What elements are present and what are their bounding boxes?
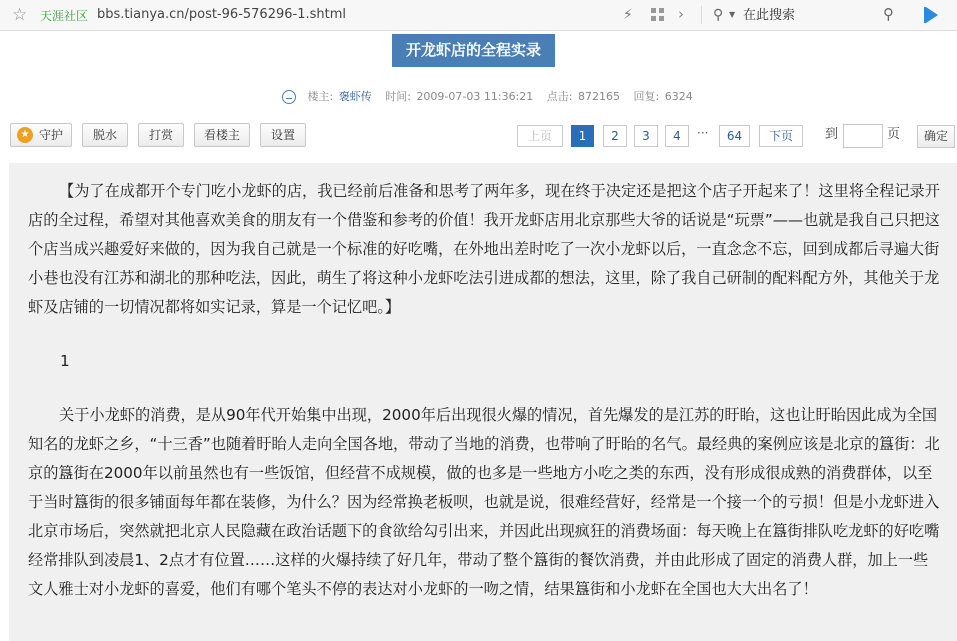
click-count: 872165 [577, 90, 620, 103]
shield-icon: ★ [17, 127, 33, 143]
prev-page-button[interactable]: 上页 [517, 125, 563, 147]
replies-label: 回复: [633, 90, 660, 103]
page-unit-label: 页 [887, 127, 901, 142]
page-2[interactable]: 2 [603, 125, 627, 147]
author-label: 楼主: [307, 90, 334, 103]
page-3[interactable]: 3 [634, 125, 658, 147]
author-link[interactable]: 褒虾传 [338, 90, 372, 103]
reply-count: 6324 [664, 90, 693, 103]
lightning-icon[interactable]: ⚡ [623, 7, 633, 23]
url-text[interactable]: bbs.tianya.cn/post-96-576296-1.shtml [97, 7, 346, 22]
guard-button[interactable] [10, 123, 72, 147]
bookmark-star-icon[interactable]: ☆ [12, 5, 28, 25]
divider [701, 6, 702, 24]
dehydrate-button[interactable]: 脱水 [82, 123, 128, 147]
goto-label: 到 [825, 127, 839, 142]
next-page-button[interactable]: 下页 [759, 125, 803, 147]
page-4[interactable]: 4 [665, 125, 689, 147]
guard-label: 守护 [39, 128, 64, 142]
paragraph-intro: 【为了在成都开个专门吃小龙虾的店，我已经前后准备和思考了两年多，现在终于决定还是把这个店子开起来了！这里将全程记录开店的全过程，希望对其他喜欢美食的朋友有一个借鉴和参考的价值！我开龙虾店用北京那些大爷的话说是“玩票”——也就是我自己只把这个店当成兴趣爱好来做的，因为我自己就是一个标准的好吃嘴，在外地出差时吃了一次小龙虾以后，一直念念不忘，回到成都后寻遍大街小巷也没有江苏和湖北的那种吃法，因此，萌生了将这种小龙虾吃法引进成都的想法，这里，除了我自己研制的配料配方外，其他关于龙虾及店铺的一切情况都将如实记录，算是一个记忆吧。】 [28, 182, 940, 316]
post-content [9, 163, 957, 641]
post-time: 2009-07-03 11:36:21 [416, 90, 534, 103]
dropdown-caret-icon[interactable]: ▼ [729, 10, 736, 19]
page-number-input[interactable] [843, 124, 883, 148]
search-icon[interactable]: ⚲ [883, 5, 894, 23]
page-ellipsis: ··· [697, 126, 709, 140]
site-name: 天涯社区 [40, 9, 89, 23]
settings-button[interactable]: 设置 [260, 123, 306, 147]
page-1[interactable]: 1 [571, 125, 594, 147]
smiley-icon [282, 90, 296, 104]
search-engine-icon[interactable]: ⚲ [713, 7, 724, 23]
reward-button[interactable]: 打赏 [138, 123, 184, 147]
browser-address-bar [0, 0, 957, 31]
apps-grid-icon[interactable] [651, 8, 664, 21]
clicks-label: 点击: [546, 90, 573, 103]
search-input[interactable] [743, 7, 873, 23]
confirm-button[interactable]: 确定 [917, 125, 955, 148]
paragraph-body: 关于小龙虾的消费，是从90年代开始集中出现，2000年后出现很火爆的情况，首先爆发的是江苏的盱眙，这也让盱眙因此成为全国知名的龙虾之乡，“十三香”也随着盱眙人走向全国各地，带动了当地的消费，也带响了盱眙的名气。最经典的案例应该是北京的簋街：北京的簋街在2000年以前虽然也有一些饭馆，但经营不成规模，做的也多是一些地方小吃之类的东西，没有形成很成熟的消费群体，以至于当时簋街的很多铺面每年都在装修，为什么？因为经常换老板呗，也就是说，很难经营好，经常是一个接一个的亏损！但是小龙虾进入北京市场后，突然就把北京人民隐藏在政治话题下的食欲给勾引出来，并因此出现疯狂的消费场面：每天晚上在簋街排队吃龙虾的好吃嘴经常排队到凌晨1、2点才有位置……这样的火爆持续了好几年，带动了整个簋街的餐饮消费，并由此形成了固定的消费人群，加上一些文人雅士对小龙虾的喜爱，他们有哪个笔头不停的表达对小龙虾的一吻之情，结果簋街和小龙虾在全国也大大出名了！ [28, 406, 940, 598]
section-number: 1 [60, 352, 70, 370]
post-meta [282, 88, 703, 106]
post-title: 开龙虾店的全程实录 [392, 34, 555, 67]
page-64[interactable]: 64 [719, 125, 750, 147]
view-op-button[interactable]: 看楼主 [194, 123, 250, 147]
chevron-right-icon[interactable]: › [678, 5, 684, 23]
time-label: 时间: [385, 90, 411, 103]
play-icon[interactable] [926, 7, 938, 23]
